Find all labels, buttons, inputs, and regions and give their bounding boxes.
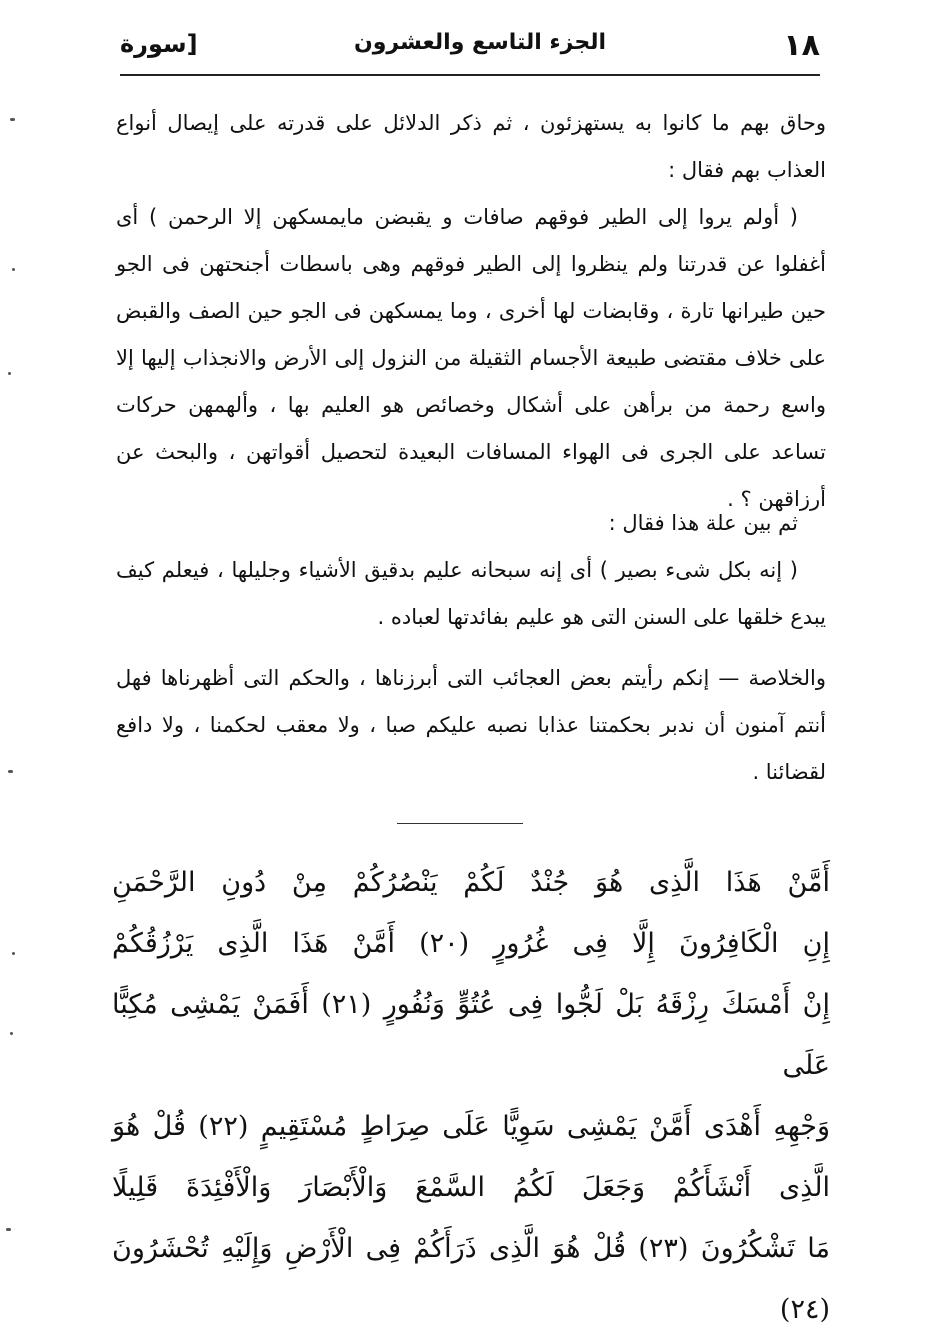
paragraph-text: وحاق بهم ما كانوا به يستهزئون ، ثم ذكر الدلائل على قدرته على إيصال أنواع العذاب بهم فقال : [116,111,826,182]
scan-speck [6,1228,11,1231]
verse-line: مَا تَشْكُرُونَ (٢٣) قُلْ هُوَ الَّذِى ذَرَأَكُمْ فِى الْأَرْضِ وَإِلَيْهِ تُحْشَرُونَ (٢٤) [112,1233,830,1325]
commentary-paragraph-4 [116,547,826,641]
commentary-paragraph-3 [116,500,826,547]
scan-speck [12,268,15,271]
verse-line: الَّذِى أَنْشَأَكُمْ وَجَعَلَ لَكُمُ السَّمْعَ وَالْأَبْصَارَ وَالْأَفْئِدَةَ قَلِيلًا [112,1172,830,1203]
scan-speck [8,372,11,375]
running-title: الجزء التاسع والعشرون [353,30,607,55]
header-rule [120,74,820,76]
commentary-paragraph-5 [116,655,826,796]
verse-line: إِنِ الْكَافِرُونَ إِلَّا فِى غُرُورٍ (٢٠) أَمَّنْ هَذَا الَّذِى يَرْزُقُكُمْ [112,928,830,959]
paragraph-text: ( أولم يروا إلى الطير فوقهم صافات و يقبضن مايمسكهن إلا الرحمن ) أى أغفلوا عن قدرتنا ولم ينظروا إلى الطير فوقهم وهى باسطات أجنحتهن فى الجو حين طيرانها تارة ، وقابضات لها أخرى ، وما يمسكهن فى الجو حين الصف والقبض على خلاف مقتضى طبيعة الأجسام الثقيلة من النزول إلى الأرض والانجذاب إليها إلا واسع رحمة من برأهن على أشكال وخصائص هو العليم بها ، وألهمهن حركات تساعد على الجرى فى الهواء المسافات البعيدة لتحصيل أقواتهن ، والبحث عن أرزاقهن ؟ . [116,205,826,511]
commentary-paragraph-1 [116,100,826,194]
commentary-paragraph-2 [116,194,826,523]
verse-line: أَمَّنْ هَذَا الَّذِى هُوَ جُنْدٌ لَكُمْ يَنْصُرُكُمْ مِنْ دُونِ الرَّحْمَنِ [112,867,830,898]
section-separator [397,823,523,824]
paragraph-text: ثم بين علة هذا فقال : [608,511,798,535]
scan-speck [12,952,15,955]
verse-line: إِنْ أَمْسَكَ رِزْقَهُ بَلْ لَجُّوا فِى عُتُوٍّ وَنُفُورٍ (٢١) أَفَمَنْ يَمْشِى مُكِبًّا عَلَى [112,989,830,1081]
scan-speck [10,118,15,121]
scan-speck [8,770,13,773]
paragraph-text: ( إنه بكل شىء بصير ) أى إنه سبحانه عليم بدقيق الأشياء وجليلها ، فيعلم كيف يبدع خلقها على السنن التى هو عليم بفائدتها لعباده . [116,558,826,629]
scan-speck [10,1032,13,1035]
quran-verses [112,852,830,1340]
verse-line: وَجْهِهِ أَهْدَى أَمَّنْ يَمْشِى سَوِيًّا عَلَى صِرَاطٍ مُسْتَقِيمٍ (٢٢) قُلْ هُوَ [112,1111,830,1142]
surah-label: [سورة [120,30,198,58]
page-number: ١٨ [783,28,820,63]
paragraph-text: والخلاصة — إنكم رأيتم بعض العجائب التى أبرزناها ، والحكم التى أظهرناها فهل أنتم آمنون أن ندبر بحكمتنا عذابا نصبه عليكم صبا ، ولا معقب لحكمنا ، ولا دافع لقضائنا . [116,666,826,784]
page-header [120,28,820,72]
